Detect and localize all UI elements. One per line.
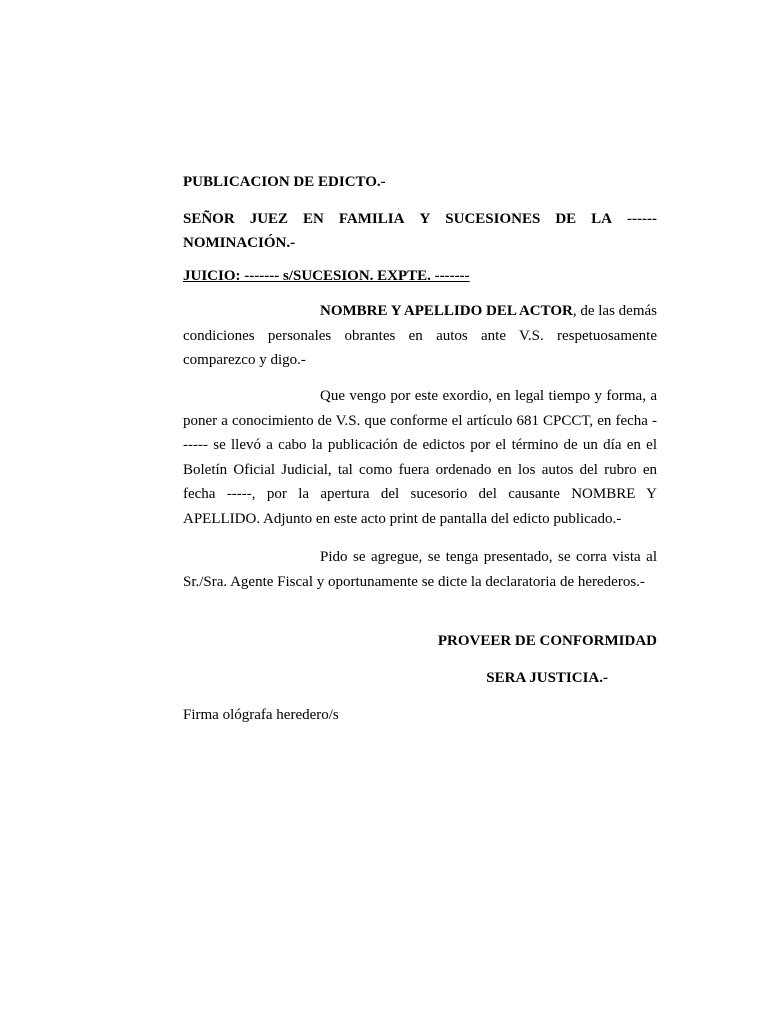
addressee-line-2: NOMINACIÓN.- (183, 235, 296, 251)
addressee-line-1 (183, 207, 657, 231)
addressee-word: SUCESIONES (445, 211, 541, 227)
addressee-word: JUEZ (249, 211, 289, 227)
case-line: JUICIO: ------- s/SUCESION. EXPTE. ------- (183, 268, 470, 284)
signature-line: Firma ológrafa heredero/s (183, 707, 339, 723)
actor-name: NOMBRE Y APELLIDO DEL ACTOR (320, 303, 573, 319)
closing-justicia: SERA JUSTICIA.- (486, 670, 608, 686)
document-heading: PUBLICACION DE EDICTO.- (183, 174, 386, 190)
paragraph-appearance (183, 299, 657, 373)
paragraph-publication-text: Que vengo por este exordio, en legal tiempo y forma, a poner a conocimiento de V.S. que conforme el artículo 681 CPCCT, en fecha ------ se llevó a cabo la publicación de edictos por el término de un día en el Boletín Oficial Judicial, tal como fuera ordenado en los autos del rubro en fecha -----, por la apertura del sucesorio del causante NOMBRE Y APELLIDO. Adjunto en este acto print de pantalla del edicto publicado.- (183, 388, 657, 527)
addressee-word: SEÑOR (183, 211, 235, 227)
addressee-word: FAMILIA (338, 211, 405, 227)
addressee-word: ------ (627, 211, 657, 227)
addressee-block (183, 207, 657, 255)
closing-proveer: PROVEER DE CONFORMIDAD (437, 633, 657, 649)
paragraph-publication (183, 384, 657, 531)
addressee-word: DE (555, 211, 577, 227)
paragraph-appearance-text: , de las demás condiciones personales obrantes en autos ante V.S. respetuosamente comparezco y digo.- (183, 303, 657, 368)
addressee-word: EN (303, 211, 324, 227)
addressee-word: Y (419, 211, 431, 227)
paragraph-request (183, 545, 657, 594)
addressee-word: LA (591, 211, 613, 227)
paragraph-request-text: Pido se agregue, se tenga presentado, se corra vista al Sr./Sra. Agente Fiscal y oportunamente se dicte la declaratoria de herederos.- (183, 549, 657, 590)
